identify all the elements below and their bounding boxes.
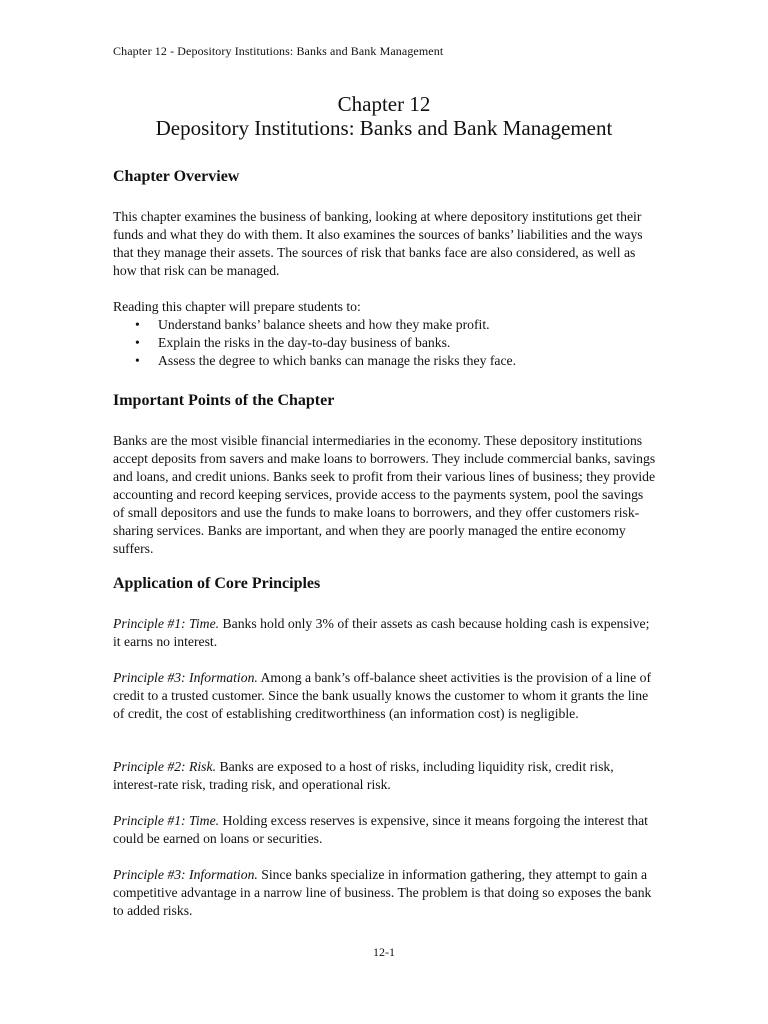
- principle-text: Among a bank’s off-balance sheet activities is the provision of a line of credit to a trusted customer. Since the bank usually knows the customer to whom it grants the line of credit, the cost of establishing creditworthiness (an information cost) is negligible.: [113, 670, 652, 721]
- principle-text: Banks hold only 3% of their assets as cash because holding cash is expensive; it earns no interest.: [113, 616, 650, 649]
- principle-paragraph: [113, 669, 658, 723]
- principle-text: Holding excess reserves is expensive, since it means forgoing the interest that could be earned on loans or securities.: [113, 813, 648, 846]
- principle-paragraph: [113, 758, 658, 794]
- principle-text: Since banks specialize in information gathering, they attempt to gain a competitive advantage in a narrow line of business. The problem is that doing so exposes the bank to added risks.: [113, 867, 652, 918]
- principle-label: Principle #1: Time.: [113, 813, 220, 828]
- principle-label: Principle #3: Information.: [113, 867, 258, 882]
- principle-paragraph: [113, 866, 658, 920]
- important-points-paragraph: Banks are the most visible financial intermediaries in the economy. These depository institutions accept deposits from savers and make loans to borrowers. They include commercial banks, savings and loans, and credit unions. Banks seek to profit from their various lines of business; they provide accounting and record keeping services, provide access to the payments system, pool the savings of small depositors and use the funds to make loans to borrowers, and they offer customers risk-sharing services. Banks are important, and when they are poorly managed the entire economy suffers.: [113, 433, 656, 556]
- principle-paragraph: [113, 812, 658, 848]
- bullet-icon: •: [135, 317, 140, 332]
- overview-paragraph: This chapter examines the business of banking, looking at where depository institutions get their funds and what they do with them. It also examines the sources of banks’ liabilities and the ways that they manage their assets. The sources of risk that banks face are also considered, as well as how that risk can be managed.: [113, 209, 643, 278]
- principle-label: Principle #1: Time.: [113, 616, 220, 631]
- page-number: 12-1: [373, 945, 395, 959]
- overview-intro: Reading this chapter will prepare students to:: [113, 299, 361, 314]
- chapter-title: Depository Institutions: Banks and Bank Management: [155, 116, 613, 140]
- principle-text: Banks are exposed to a host of risks, including liquidity risk, credit risk, interest-rate risk, trading risk, and operational risk.: [113, 759, 614, 792]
- running-header: Chapter 12 - Depository Institutions: Banks and Bank Management: [113, 44, 444, 58]
- section-heading-overview: Chapter Overview: [113, 168, 240, 185]
- bullet-icon: •: [135, 353, 140, 368]
- list-item-text: Explain the risks in the day-to-day business of banks.: [158, 335, 451, 350]
- list-item: [113, 334, 658, 352]
- principle-label: Principle #3: Information.: [113, 670, 258, 685]
- principle-paragraph: [113, 615, 658, 651]
- learning-objectives-list: [113, 316, 658, 370]
- section-heading-core-principles: Application of Core Principles: [113, 575, 321, 592]
- list-item-text: Assess the degree to which banks can manage the risks they face.: [158, 353, 517, 368]
- bullet-icon: •: [135, 335, 140, 350]
- chapter-number: Chapter 12: [337, 92, 431, 116]
- list-item-text: Understand banks’ balance sheets and how they make profit.: [158, 317, 490, 332]
- principle-label: Principle #2: Risk.: [113, 759, 217, 774]
- list-item: [113, 316, 658, 334]
- section-heading-important-points: Important Points of the Chapter: [113, 392, 335, 409]
- list-item: [113, 352, 658, 370]
